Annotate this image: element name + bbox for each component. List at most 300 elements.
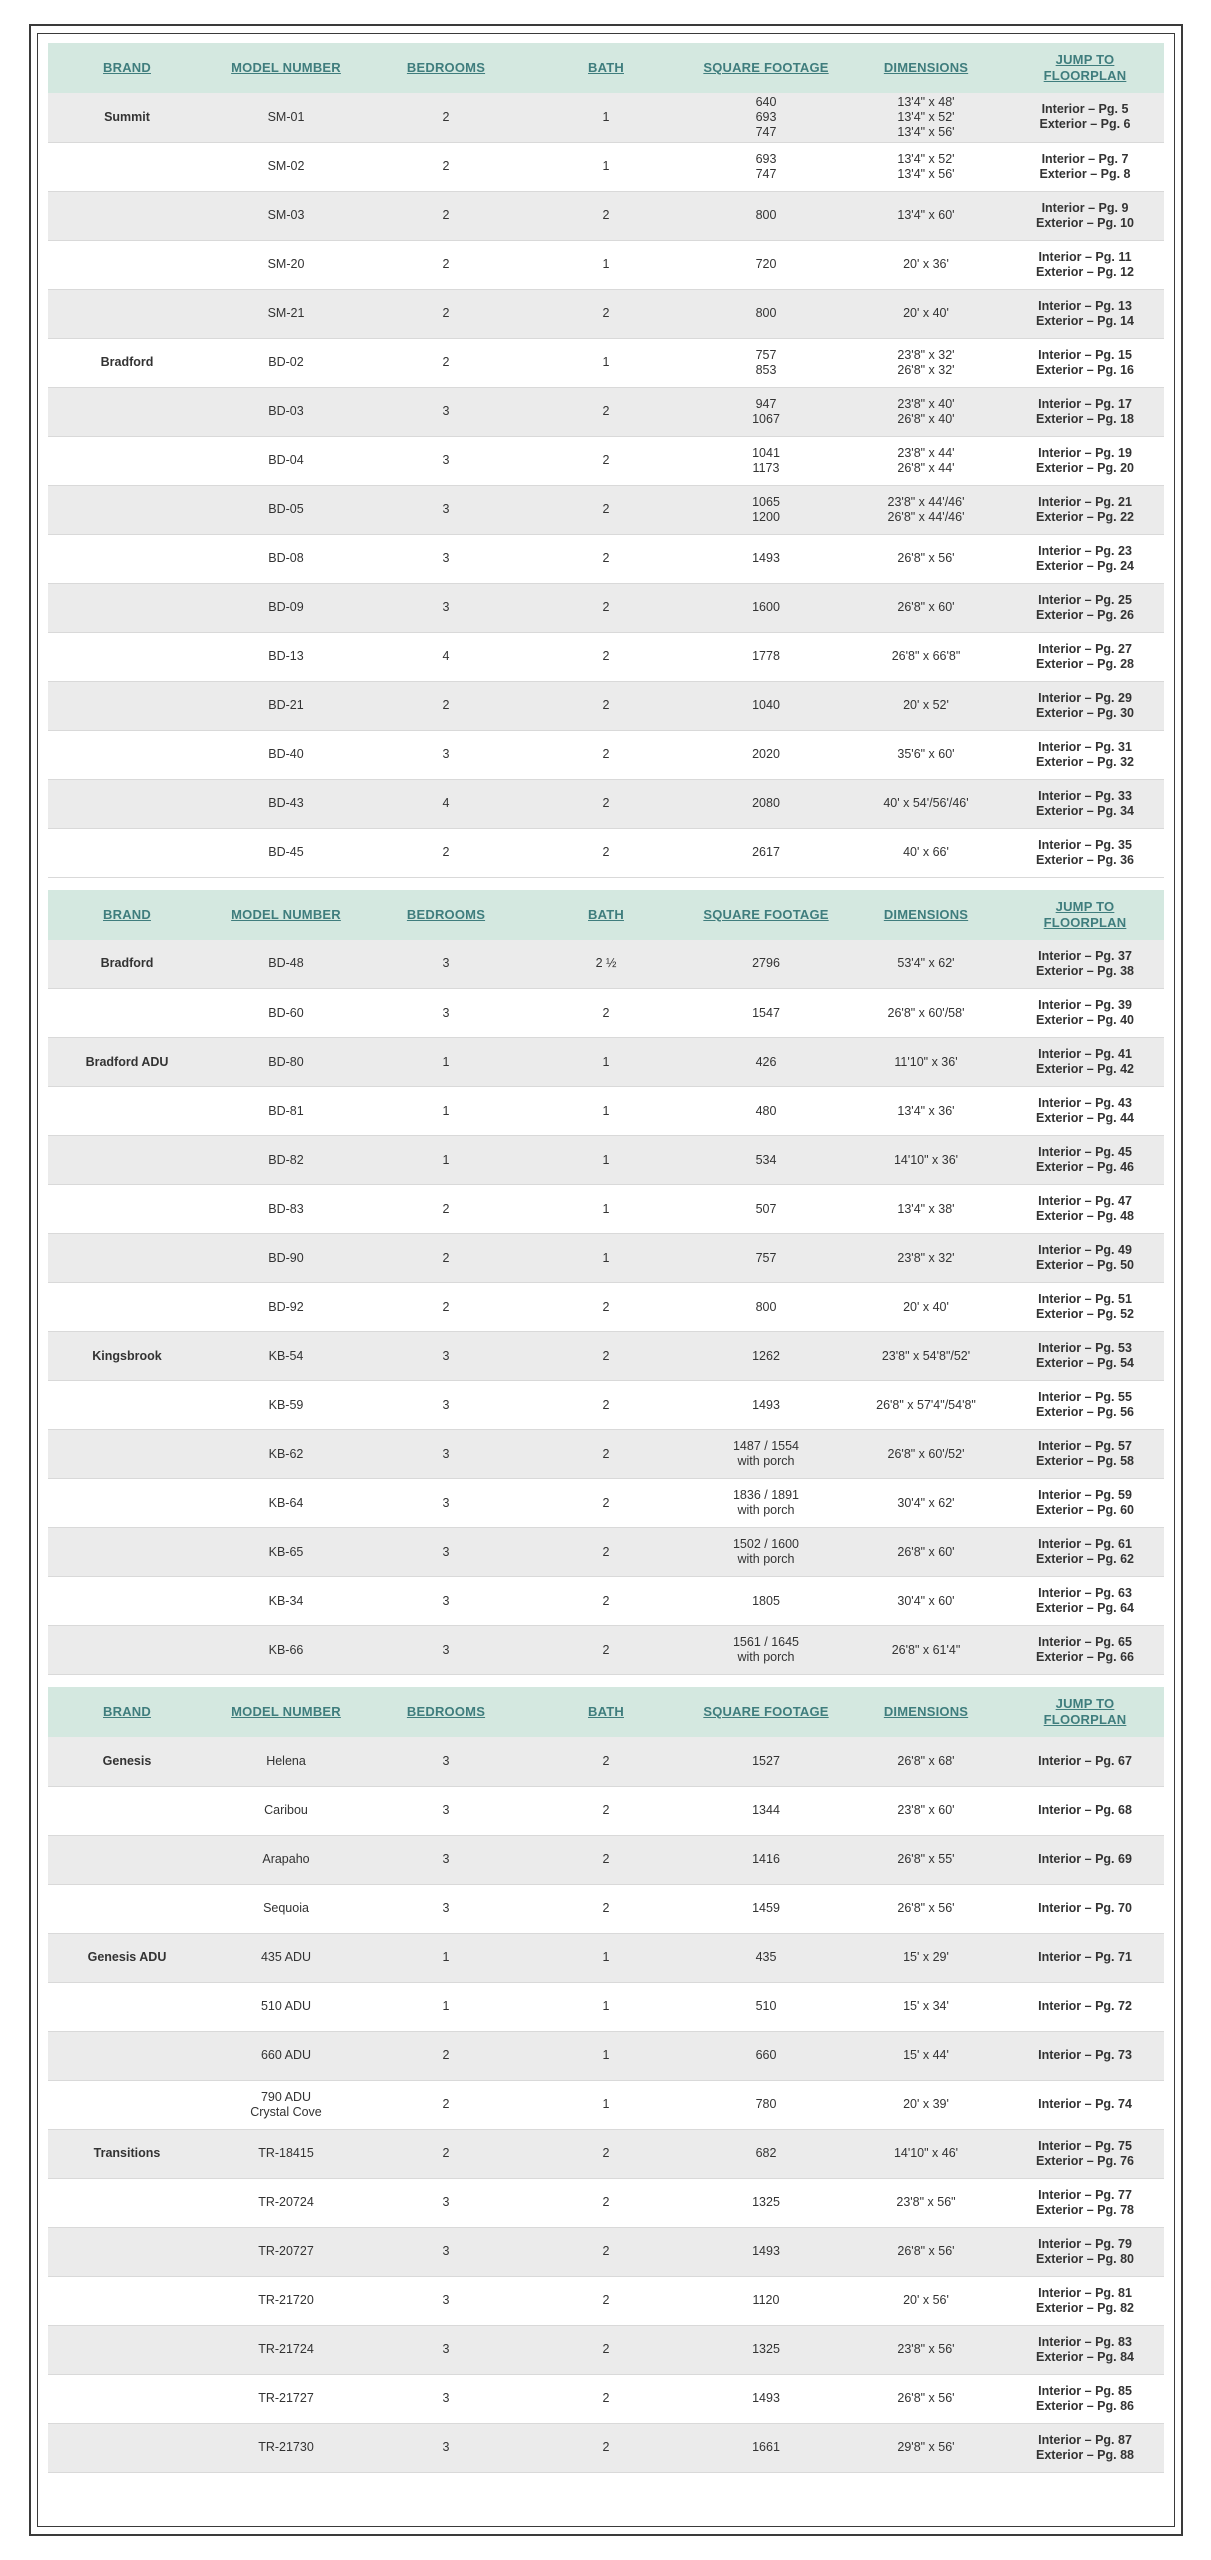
- floorplan-link-cell[interactable]: [1006, 940, 1164, 989]
- floorplan-page-link[interactable]: Interior – Pg. 45: [1038, 1145, 1132, 1159]
- square-footage-cell: [686, 2423, 846, 2472]
- floorplan-link-cell[interactable]: [1006, 534, 1164, 583]
- floorplan-page-link[interactable]: Exterior – Pg. 86: [1036, 2398, 1134, 2413]
- model-number-cell-line: KB-66: [268, 1642, 304, 1657]
- dimensions-cell-line: 26'8" x 57'4"/54'8": [876, 1397, 976, 1412]
- square-footage-cell-line: 1502 / 1600: [732, 1537, 800, 1551]
- dimensions-cell: [846, 1381, 1006, 1430]
- floorplan-link-cell[interactable]: [1006, 289, 1164, 338]
- floorplan-page-link[interactable]: Interior – Pg. 71: [1038, 1950, 1132, 1964]
- floorplan-link-cell[interactable]: [1006, 1038, 1164, 1087]
- table-row: [48, 1185, 1164, 1234]
- floorplan-index: [48, 43, 1164, 2473]
- floorplan-page-link[interactable]: Exterior – Pg. 84: [1036, 2349, 1134, 2364]
- floorplan-page-link[interactable]: Exterior – Pg. 10: [1036, 215, 1134, 230]
- floorplan-link-cell[interactable]: [1006, 1786, 1164, 1835]
- floorplan-page-link[interactable]: Interior – Pg. 79: [1038, 2236, 1132, 2251]
- square-footage-cell: [686, 1283, 846, 1332]
- floorplan-page-link[interactable]: Interior – Pg. 29: [1038, 690, 1132, 705]
- model-number-cell-line: BD-82: [268, 1152, 304, 1167]
- floorplan-link-cell[interactable]: [1006, 828, 1164, 877]
- floorplan-page-link[interactable]: Interior – Pg. 33: [1038, 788, 1132, 803]
- floorplan-page-link[interactable]: Exterior – Pg. 48: [1036, 1209, 1134, 1223]
- floorplan-page-link[interactable]: Interior – Pg. 63: [1038, 1586, 1132, 1600]
- table-row: [48, 583, 1164, 632]
- header-bath: BATH: [526, 890, 686, 940]
- floorplan-link-cell[interactable]: [1006, 681, 1164, 730]
- floorplan-page-link[interactable]: Interior – Pg. 39: [1038, 998, 1132, 1012]
- brand-cell: [48, 730, 206, 779]
- model-number-cell-line: BD-40: [268, 747, 304, 761]
- floorplan-page-link[interactable]: Exterior – Pg. 14: [1036, 313, 1134, 328]
- brand-cell: [48, 583, 206, 632]
- table-spacer: [48, 1675, 1164, 1687]
- brand-cell: [48, 2227, 206, 2276]
- model-number-cell-line: BD-92: [268, 1299, 304, 1314]
- floorplan-page-link[interactable]: Exterior – Pg. 80: [1036, 2251, 1134, 2266]
- bath-cell: 2: [526, 2325, 686, 2374]
- brand-cell: [48, 2276, 206, 2325]
- model-number-cell: [206, 681, 366, 730]
- brand-cell: [48, 1381, 206, 1430]
- bath-cell: 1: [526, 338, 686, 387]
- square-footage-cell: [686, 828, 846, 877]
- floorplan-page-link[interactable]: Exterior – Pg. 44: [1036, 1111, 1134, 1125]
- model-number-cell: [206, 1884, 366, 1933]
- bedrooms-cell: 1: [366, 1087, 526, 1136]
- square-footage-cell: [686, 1381, 846, 1430]
- model-number-cell-line: BD-21: [268, 698, 304, 712]
- square-footage-cell-line: 1173: [752, 460, 780, 475]
- floorplan-table: [48, 1687, 1164, 2473]
- floorplan-link-cell[interactable]: [1006, 1430, 1164, 1479]
- floorplan-page-link[interactable]: Exterior – Pg. 64: [1036, 1601, 1134, 1615]
- floorplan-page-link[interactable]: Interior – Pg. 5: [1041, 102, 1129, 117]
- table-row: [48, 1283, 1164, 1332]
- floorplan-page-link[interactable]: Interior – Pg. 43: [1038, 1096, 1132, 1110]
- floorplan-page-link[interactable]: Interior – Pg. 74: [1038, 2097, 1132, 2111]
- square-footage-cell-line: 780: [755, 2097, 777, 2111]
- floorplan-page-link[interactable]: Exterior – Pg. 54: [1036, 1356, 1134, 1370]
- floorplan-page-link[interactable]: Interior – Pg. 70: [1038, 1901, 1132, 1915]
- floorplan-page-link[interactable]: Interior – Pg. 25: [1038, 592, 1132, 607]
- floorplan-page-link[interactable]: Exterior – Pg. 30: [1036, 705, 1134, 720]
- brand-cell: [48, 534, 206, 583]
- bedrooms-cell: 2: [366, 828, 526, 877]
- bedrooms-cell: 3: [366, 1626, 526, 1675]
- floorplan-page-link[interactable]: Interior – Pg. 11: [1038, 249, 1132, 264]
- brand-cell: [48, 1786, 206, 1835]
- bath-cell: 2: [526, 1381, 686, 1430]
- floorplan-link-cell[interactable]: [1006, 989, 1164, 1038]
- floorplan-page-link[interactable]: Interior – Pg. 59: [1038, 1488, 1132, 1502]
- floorplan-page-link[interactable]: Exterior – Pg. 20: [1036, 460, 1134, 475]
- brand-cell: [48, 1234, 206, 1283]
- table-row: [48, 779, 1164, 828]
- header-dimensions: DIMENSIONS: [846, 43, 1006, 93]
- floorplan-link-cell[interactable]: [1006, 2129, 1164, 2178]
- model-number-cell: [206, 387, 366, 436]
- dimensions-cell-line: 13'4" x 52': [897, 151, 955, 166]
- floorplan-page-link[interactable]: Exterior – Pg. 18: [1036, 411, 1134, 426]
- brand-cell: Genesis: [48, 1737, 206, 1786]
- floorplan-page-link[interactable]: Interior – Pg. 68: [1038, 1803, 1132, 1817]
- square-footage-cell: [686, 93, 846, 142]
- table-row: [48, 2227, 1164, 2276]
- floorplan-link-cell[interactable]: [1006, 1185, 1164, 1234]
- model-number-cell: [206, 1626, 366, 1675]
- floorplan-page-link[interactable]: Exterior – Pg. 78: [1036, 2202, 1134, 2217]
- model-number-cell-line: KB-54: [268, 1348, 304, 1363]
- brand-cell: [48, 2178, 206, 2227]
- dimensions-cell-line: 15' x 44': [903, 2048, 949, 2062]
- floorplan-link-cell[interactable]: [1006, 93, 1164, 142]
- floorplan-page-link[interactable]: Exterior – Pg. 76: [1036, 2153, 1134, 2168]
- floorplan-link-cell[interactable]: [1006, 1087, 1164, 1136]
- model-number-cell-line: TR-21720: [258, 2293, 314, 2307]
- bedrooms-cell: 2: [366, 142, 526, 191]
- dimensions-cell: [846, 1283, 1006, 1332]
- square-footage-cell: [686, 2374, 846, 2423]
- floorplan-page-link[interactable]: Interior – Pg. 19: [1038, 445, 1132, 460]
- dimensions-cell: [846, 2178, 1006, 2227]
- floorplan-link-cell[interactable]: [1006, 1577, 1164, 1626]
- floorplan-page-link[interactable]: Interior – Pg. 81: [1038, 2285, 1132, 2300]
- square-footage-cell: [686, 1038, 846, 1087]
- header-bath: BATH: [526, 43, 686, 93]
- model-number-cell: [206, 1528, 366, 1577]
- floorplan-page-link[interactable]: Interior – Pg. 49: [1038, 1243, 1132, 1257]
- floorplan-page-link[interactable]: Interior – Pg. 75: [1038, 2138, 1132, 2153]
- brand-cell: Bradford ADU: [48, 1038, 206, 1087]
- square-footage-cell-line: 800: [755, 208, 777, 222]
- header-jump-to-floorplan: [1006, 1687, 1164, 1737]
- square-footage-cell-line: 1561 / 1645: [732, 1635, 800, 1649]
- floorplan-page-link[interactable]: Interior – Pg. 23: [1038, 543, 1132, 558]
- floorplan-link-cell[interactable]: [1006, 632, 1164, 681]
- brand-cell: [48, 289, 206, 338]
- floorplan-link-cell[interactable]: [1006, 191, 1164, 240]
- dimensions-cell: [846, 2129, 1006, 2178]
- floorplan-link-cell[interactable]: [1006, 436, 1164, 485]
- header-jump-to-floorplan: [1006, 43, 1164, 93]
- table-row: [48, 1933, 1164, 1982]
- square-footage-cell-line: 947: [755, 396, 777, 411]
- header-dimensions: DIMENSIONS: [846, 1687, 1006, 1737]
- model-number-cell-line: KB-65: [268, 1544, 304, 1559]
- bath-cell: 2: [526, 1528, 686, 1577]
- floorplan-page-link[interactable]: Exterior – Pg. 56: [1036, 1405, 1134, 1419]
- brand-cell: Genesis ADU: [48, 1933, 206, 1982]
- floorplan-link-cell[interactable]: [1006, 1933, 1164, 1982]
- model-number-cell: [206, 1737, 366, 1786]
- floorplan-link-cell[interactable]: [1006, 1283, 1164, 1332]
- dimensions-cell-line: 23'8" x 54'8"/52': [881, 1348, 971, 1363]
- floorplan-page-link[interactable]: Exterior – Pg. 32: [1036, 754, 1134, 769]
- floorplan-page-link[interactable]: Exterior – Pg. 24: [1036, 558, 1134, 573]
- dimensions-cell-line: 26'8" x 56': [897, 551, 955, 565]
- floorplan-link-cell[interactable]: [1006, 2178, 1164, 2227]
- floorplan-link-cell[interactable]: [1006, 2227, 1164, 2276]
- model-number-cell-line: TR-21730: [258, 2440, 314, 2454]
- dimensions-cell-line: 23'8" x 56": [896, 2195, 956, 2209]
- floorplan-page-link[interactable]: Interior – Pg. 31: [1038, 739, 1132, 754]
- floorplan-link-cell[interactable]: [1006, 338, 1164, 387]
- floorplan-page-link[interactable]: Exterior – Pg. 66: [1036, 1650, 1134, 1664]
- dimensions-cell-line: 23'8" x 32': [897, 1250, 955, 1265]
- dimensions-cell-line: 20' x 36': [903, 257, 949, 271]
- floorplan-link-cell[interactable]: [1006, 1835, 1164, 1884]
- bedrooms-cell: 3: [366, 583, 526, 632]
- floorplan-link-cell[interactable]: [1006, 1528, 1164, 1577]
- header-brand: BRAND: [48, 1687, 206, 1737]
- floorplan-link-cell[interactable]: [1006, 1332, 1164, 1381]
- floorplan-link-cell[interactable]: [1006, 1381, 1164, 1430]
- square-footage-cell-line: 1778: [752, 649, 780, 663]
- floorplan-link-cell[interactable]: [1006, 2423, 1164, 2472]
- model-number-cell: [206, 779, 366, 828]
- brand-cell: [48, 485, 206, 534]
- brand-cell: [48, 1479, 206, 1528]
- dimensions-cell: [846, 289, 1006, 338]
- floorplan-link-cell[interactable]: [1006, 2031, 1164, 2080]
- dimensions-cell: [846, 338, 1006, 387]
- square-footage-cell-line: 1836 / 1891: [732, 1488, 800, 1502]
- square-footage-cell: [686, 2178, 846, 2227]
- floorplan-page-link[interactable]: Interior – Pg. 55: [1038, 1390, 1132, 1404]
- dimensions-cell: [846, 1185, 1006, 1234]
- floorplan-link-cell[interactable]: [1006, 387, 1164, 436]
- model-number-cell: [206, 730, 366, 779]
- square-footage-cell: [686, 2031, 846, 2080]
- floorplan-page-link[interactable]: Exterior – Pg. 46: [1036, 1160, 1134, 1174]
- square-footage-cell: [686, 1136, 846, 1185]
- floorplan-link-cell[interactable]: [1006, 583, 1164, 632]
- floorplan-page-link[interactable]: Exterior – Pg. 22: [1036, 509, 1134, 524]
- table-row: [48, 828, 1164, 877]
- table-row: [48, 2178, 1164, 2227]
- floorplan-page-link[interactable]: Interior – Pg. 65: [1038, 1635, 1132, 1649]
- floorplan-page-link[interactable]: Interior – Pg. 47: [1038, 1194, 1132, 1208]
- floorplan-page-link[interactable]: Exterior – Pg. 40: [1036, 1013, 1134, 1027]
- dimensions-cell: [846, 730, 1006, 779]
- table-row: [48, 1626, 1164, 1675]
- floorplan-page-link[interactable]: Exterior – Pg. 50: [1036, 1258, 1134, 1272]
- square-footage-cell: [686, 2325, 846, 2374]
- floorplan-page-link[interactable]: Interior – Pg. 17: [1038, 396, 1132, 411]
- model-number-cell-line: Caribou: [264, 1803, 308, 1817]
- bath-cell: 2: [526, 1835, 686, 1884]
- floorplan-page-link[interactable]: Interior – Pg. 61: [1038, 1537, 1132, 1551]
- square-footage-cell-line: 720: [755, 257, 777, 271]
- floorplan-page-link[interactable]: Interior – Pg. 53: [1038, 1341, 1132, 1355]
- dimensions-cell: [846, 2227, 1006, 2276]
- square-footage-cell-line: 1527: [752, 1753, 780, 1768]
- floorplan-page-link[interactable]: Interior – Pg. 27: [1038, 641, 1132, 656]
- table-row: [48, 93, 1164, 142]
- dimensions-cell-line: 26'8" x 44'/46': [887, 509, 965, 524]
- floorplan-page-link[interactable]: Interior – Pg. 67: [1038, 1753, 1132, 1768]
- model-number-cell: [206, 583, 366, 632]
- square-footage-cell: [686, 2276, 846, 2325]
- floorplan-page-link[interactable]: Exterior – Pg. 82: [1036, 2300, 1134, 2315]
- floorplan-page-link[interactable]: Interior – Pg. 72: [1038, 1999, 1132, 2013]
- floorplan-page-link[interactable]: Interior – Pg. 85: [1038, 2383, 1132, 2398]
- brand-cell: Transitions: [48, 2129, 206, 2178]
- floorplan-link-cell[interactable]: [1006, 1737, 1164, 1786]
- bath-cell: 2: [526, 485, 686, 534]
- floorplan-page-link[interactable]: Interior – Pg. 87: [1038, 2432, 1132, 2447]
- bath-cell: 2: [526, 2374, 686, 2423]
- floorplan-page-link[interactable]: Exterior – Pg. 16: [1036, 362, 1134, 377]
- bedrooms-cell: 2: [366, 338, 526, 387]
- bedrooms-cell: 2: [366, 2031, 526, 2080]
- floorplan-page-link[interactable]: Interior – Pg. 21: [1038, 494, 1132, 509]
- floorplan-page-link[interactable]: Interior – Pg. 83: [1038, 2334, 1132, 2349]
- table-row: [48, 338, 1164, 387]
- header-jump-line1: JUMP TO: [1055, 1696, 1115, 1711]
- floorplan-page-link[interactable]: Exterior – Pg. 36: [1036, 852, 1134, 867]
- floorplan-link-cell[interactable]: [1006, 1626, 1164, 1675]
- square-footage-cell: [686, 1430, 846, 1479]
- square-footage-cell: [686, 779, 846, 828]
- brand-cell: [48, 142, 206, 191]
- floorplan-page-link[interactable]: Exterior – Pg. 34: [1036, 803, 1134, 818]
- floorplan-page-link[interactable]: Exterior – Pg. 52: [1036, 1307, 1134, 1321]
- floorplan-page-link[interactable]: Interior – Pg. 37: [1038, 948, 1132, 963]
- floorplan-link-cell[interactable]: [1006, 240, 1164, 289]
- floorplan-page-link[interactable]: Interior – Pg. 15: [1038, 347, 1132, 362]
- header-jump-line1: JUMP TO: [1055, 898, 1115, 914]
- table-row: [48, 1038, 1164, 1087]
- floorplan-page-link[interactable]: Interior – Pg. 41: [1038, 1047, 1132, 1061]
- table-row: [48, 1332, 1164, 1381]
- floorplan-link-cell[interactable]: [1006, 730, 1164, 779]
- floorplan-page-link[interactable]: Exterior – Pg. 28: [1036, 656, 1134, 671]
- floorplan-page-link[interactable]: Interior – Pg. 77: [1038, 2187, 1132, 2202]
- floorplan-page-link[interactable]: Exterior – Pg. 8: [1039, 166, 1131, 181]
- floorplan-page-link[interactable]: Exterior – Pg. 62: [1036, 1552, 1134, 1566]
- square-footage-cell: [686, 1577, 846, 1626]
- bedrooms-cell: 2: [366, 191, 526, 240]
- dimensions-cell: [846, 1626, 1006, 1675]
- dimensions-cell: [846, 828, 1006, 877]
- model-number-cell-line: BD-90: [268, 1250, 304, 1265]
- dimensions-cell: [846, 1038, 1006, 1087]
- model-number-cell: [206, 1577, 366, 1626]
- floorplan-link-cell[interactable]: [1006, 2080, 1164, 2129]
- floorplan-page-link[interactable]: Exterior – Pg. 26: [1036, 607, 1134, 622]
- dimensions-cell-line: 15' x 29': [903, 1950, 949, 1964]
- bath-cell: 2: [526, 387, 686, 436]
- dimensions-cell-line: 11'10" x 36': [894, 1054, 958, 1069]
- bath-cell: 2: [526, 1786, 686, 1835]
- dimensions-cell-line: 29'8" x 56': [897, 2440, 955, 2454]
- floorplan-link-cell[interactable]: [1006, 2325, 1164, 2374]
- floorplan-link-cell[interactable]: [1006, 1982, 1164, 2031]
- model-number-cell-line: 510 ADU: [260, 1999, 312, 2013]
- square-footage-cell-line: 2796: [752, 956, 780, 971]
- floorplan-page-link[interactable]: Exterior – Pg. 38: [1036, 963, 1134, 978]
- floorplan-link-cell[interactable]: [1006, 2374, 1164, 2423]
- floorplan-page-link[interactable]: Exterior – Pg. 88: [1036, 2447, 1134, 2462]
- bedrooms-cell: 2: [366, 1234, 526, 1283]
- floorplan-page-link[interactable]: Interior – Pg. 73: [1038, 2048, 1132, 2062]
- model-number-cell: [206, 289, 366, 338]
- square-footage-cell: [686, 2080, 846, 2129]
- model-number-cell: [206, 2374, 366, 2423]
- square-footage-cell-line: 747: [755, 166, 777, 181]
- bedrooms-cell: 3: [366, 1332, 526, 1381]
- table-row: [48, 485, 1164, 534]
- dimensions-cell-line: 15' x 34': [903, 1999, 949, 2013]
- floorplan-link-cell[interactable]: [1006, 1479, 1164, 1528]
- floorplan-link-cell[interactable]: [1006, 1884, 1164, 1933]
- floorplan-page-link[interactable]: Interior – Pg. 7: [1041, 151, 1129, 166]
- floorplan-link-cell[interactable]: [1006, 779, 1164, 828]
- dimensions-cell-line: 40' x 66': [903, 845, 949, 859]
- floorplan-link-cell[interactable]: [1006, 1136, 1164, 1185]
- floorplan-page-link[interactable]: Interior – Pg. 57: [1038, 1439, 1132, 1453]
- dimensions-cell-line: 14'10" x 46': [893, 2146, 959, 2160]
- floorplan-page-link[interactable]: Interior – Pg. 51: [1038, 1292, 1132, 1306]
- floorplan-page-link[interactable]: Exterior – Pg. 60: [1036, 1503, 1134, 1517]
- brand-cell: [48, 681, 206, 730]
- floorplan-page-link[interactable]: Interior – Pg. 69: [1038, 1852, 1132, 1866]
- model-number-cell-line: BD-13: [268, 649, 304, 663]
- dimensions-cell: [846, 2031, 1006, 2080]
- floorplan-link-cell[interactable]: [1006, 1234, 1164, 1283]
- square-footage-cell: [686, 1626, 846, 1675]
- floorplan-link-cell[interactable]: [1006, 2276, 1164, 2325]
- square-footage-cell-line: 1120: [752, 2293, 780, 2307]
- model-number-cell-line: 435 ADU: [260, 1950, 312, 1964]
- floorplan-page-link[interactable]: Interior – Pg. 13: [1038, 298, 1132, 313]
- floorplan-page-link[interactable]: Exterior – Pg. 6: [1039, 117, 1131, 132]
- model-number-cell: [206, 1332, 366, 1381]
- floorplan-link-cell[interactable]: [1006, 485, 1164, 534]
- floorplan-page-link[interactable]: Interior – Pg. 35: [1038, 837, 1132, 852]
- square-footage-cell-line: 1344: [752, 1803, 780, 1817]
- dimensions-cell-line: 20' x 40': [903, 1299, 949, 1314]
- bath-cell: 2: [526, 730, 686, 779]
- bedrooms-cell: 3: [366, 940, 526, 989]
- square-footage-cell: [686, 1479, 846, 1528]
- bath-cell: 2: [526, 2423, 686, 2472]
- dimensions-cell-line: 26'8" x 60'/58': [887, 1005, 965, 1020]
- dimensions-cell-line: 23'8" x 60': [897, 1803, 955, 1817]
- dimensions-cell: [846, 779, 1006, 828]
- bedrooms-cell: 1: [366, 1982, 526, 2031]
- brand-cell: Bradford: [48, 940, 206, 989]
- table-row: [48, 940, 1164, 989]
- bath-cell: 1: [526, 1982, 686, 2031]
- floorplan-page-link[interactable]: Exterior – Pg. 58: [1036, 1454, 1134, 1468]
- dimensions-cell: [846, 1835, 1006, 1884]
- square-footage-cell-line: with porch: [737, 1454, 795, 1468]
- square-footage-cell-line: 1325: [752, 2342, 780, 2356]
- floorplan-link-cell[interactable]: [1006, 142, 1164, 191]
- floorplan-page-link[interactable]: Exterior – Pg. 42: [1036, 1062, 1134, 1076]
- floorplan-page-link[interactable]: Interior – Pg. 9: [1041, 200, 1129, 215]
- dimensions-cell: [846, 632, 1006, 681]
- square-footage-cell: [686, 583, 846, 632]
- floorplan-page-link[interactable]: Exterior – Pg. 12: [1036, 264, 1134, 279]
- brand-cell: [48, 1430, 206, 1479]
- model-number-cell-line: Arapaho: [262, 1852, 310, 1866]
- model-number-cell-line: SM-20: [267, 257, 305, 271]
- dimensions-cell: [846, 1884, 1006, 1933]
